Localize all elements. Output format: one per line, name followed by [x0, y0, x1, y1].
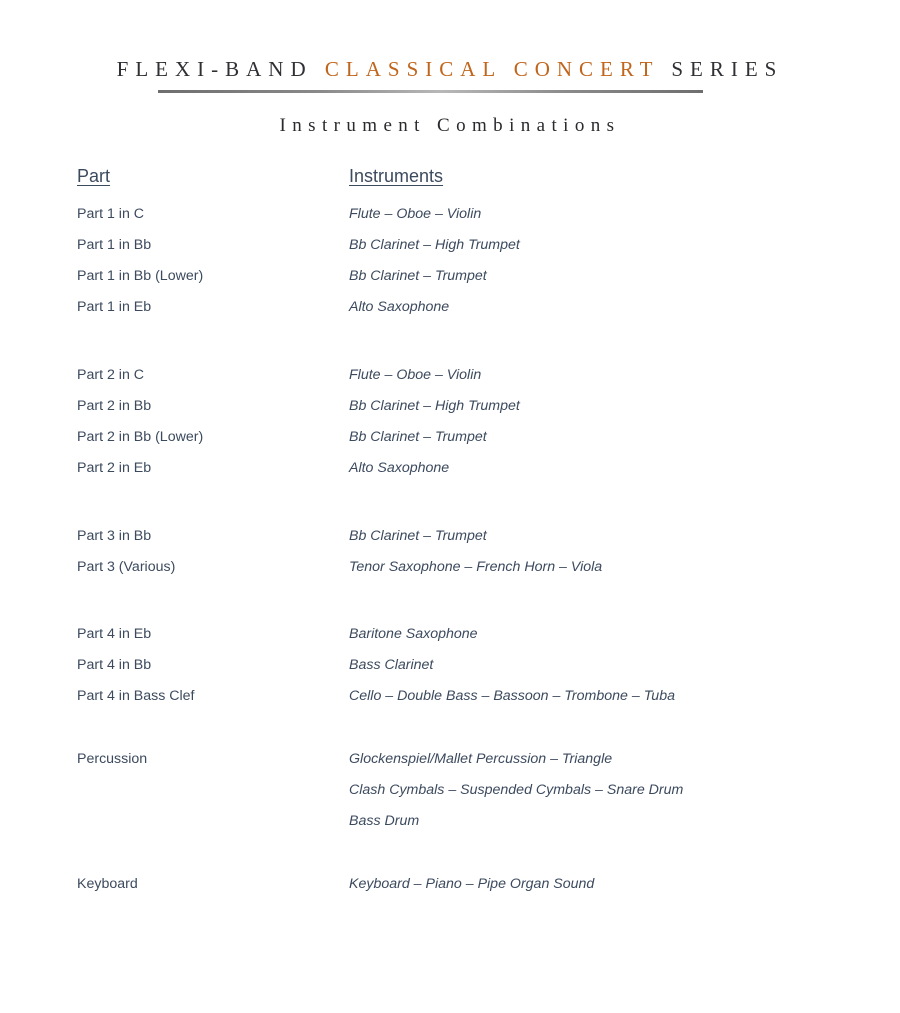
instruments-cell: Bass Clarinet [349, 657, 434, 673]
instruments-column-header: Instruments [349, 166, 444, 186]
part-cell: Part 2 in Bb [77, 398, 152, 414]
series-title [0, 56, 900, 82]
part-cell: Part 1 in Eb [77, 299, 152, 315]
instruments-cell: Baritone Saxophone [349, 626, 478, 642]
table-row [0, 780, 900, 800]
instruments-cell: Tenor Saxophone – French Horn – Viola [349, 559, 603, 575]
part-cell: Part 4 in Bb [77, 657, 152, 673]
part-column-header: Part [77, 166, 111, 186]
table-row [0, 458, 900, 478]
part-cell: Part 3 (Various) [77, 559, 176, 575]
part-cell: Part 2 in Eb [77, 460, 152, 476]
series-title-accent: CLASSICAL CONCERT [324, 57, 660, 81]
table-row [0, 874, 900, 894]
table-row [0, 396, 900, 416]
instruments-cell: Bb Clarinet – High Trumpet [349, 237, 520, 253]
part-cell: Part 2 in Bb (Lower) [77, 429, 204, 445]
table-row [0, 427, 900, 447]
table-row [0, 624, 900, 644]
table-row [0, 686, 900, 706]
instruments-cell: Keyboard – Piano – Pipe Organ Sound [349, 876, 595, 892]
instruments-cell: Flute – Oboe – Violin [349, 367, 482, 383]
instruments-cell: Bb Clarinet – Trumpet [349, 429, 487, 445]
series-title-prefix: FLEXI-BAND [116, 57, 313, 81]
series-title-suffix: SERIES [671, 57, 784, 81]
part-cell: Part 4 in Eb [77, 626, 152, 642]
part-cell: Part 4 in Bass Clef [77, 688, 195, 704]
part-cell: Part 3 in Bb [77, 528, 152, 544]
table-row [0, 526, 900, 546]
instruments-cell: Cello – Double Bass – Bassoon – Trombone – Tuba [349, 688, 675, 704]
table-row [0, 655, 900, 675]
part-cell: Keyboard [77, 876, 138, 892]
instruments-cell: Alto Saxophone [349, 299, 450, 315]
table-row [0, 235, 900, 255]
table-row [0, 266, 900, 286]
instruments-cell: Bb Clarinet – Trumpet [349, 528, 487, 544]
part-cell: Part 1 in Bb (Lower) [77, 268, 204, 284]
part-cell: Part 1 in C [77, 206, 145, 222]
part-cell: Percussion [77, 751, 148, 767]
instruments-cell: Alto Saxophone [349, 460, 450, 476]
instruments-cell: Clash Cymbals – Suspended Cymbals – Snare Drum [349, 782, 684, 798]
part-cell: Part 1 in Bb [77, 237, 152, 253]
instruments-cell: Glockenspiel/Mallet Percussion – Triangle [349, 751, 613, 767]
instruments-cell: Bb Clarinet – High Trumpet [349, 398, 520, 414]
table-row [0, 204, 900, 224]
title-divider [158, 90, 703, 93]
table-row [0, 557, 900, 577]
part-cell: Part 2 in C [77, 367, 145, 383]
instruments-cell: Bass Drum [349, 813, 420, 829]
page-subtitle: Instrument Combinations [279, 115, 621, 136]
instruments-cell: Bb Clarinet – Trumpet [349, 268, 487, 284]
table-row [0, 365, 900, 385]
instruments-cell: Flute – Oboe – Violin [349, 206, 482, 222]
table-row [0, 297, 900, 317]
table-row [0, 749, 900, 769]
table-row [0, 811, 900, 831]
